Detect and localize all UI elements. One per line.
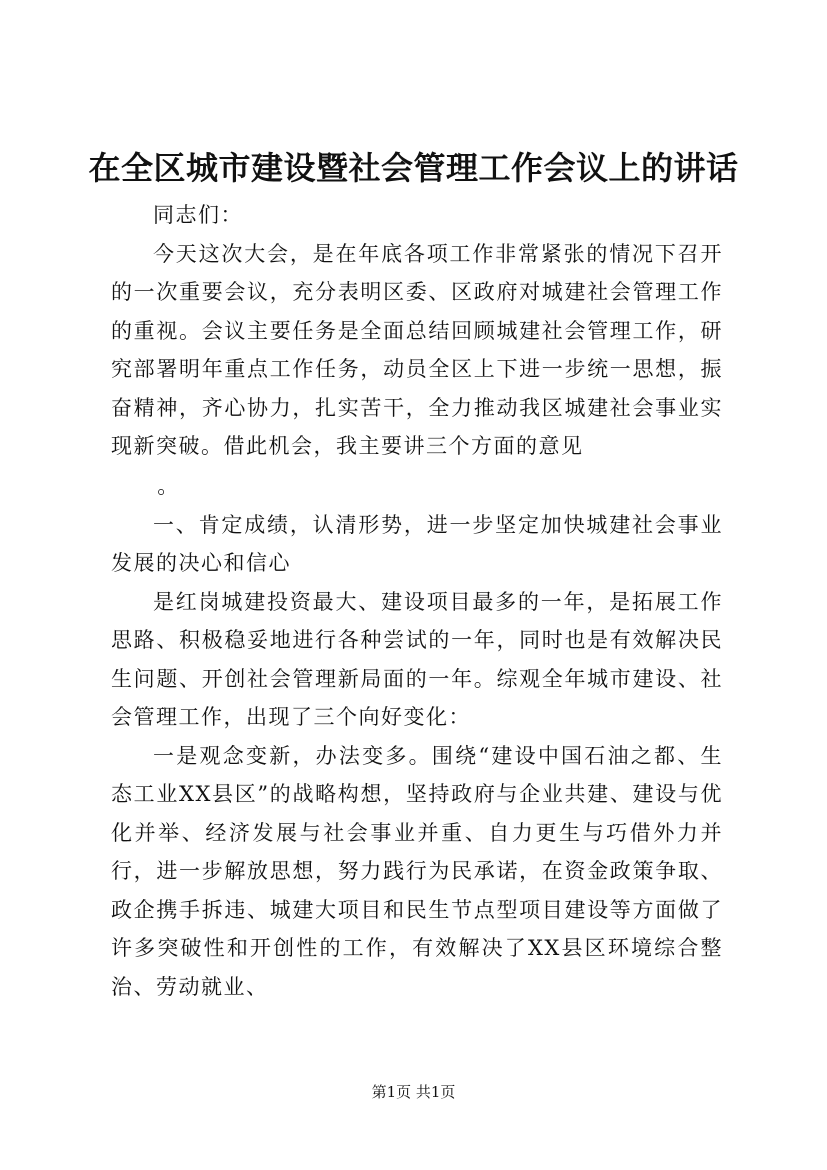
page-number-label: 第1页 共1页 bbox=[371, 1083, 456, 1101]
document-title: 在全区城市建设暨社会管理工作会议上的讲话 bbox=[88, 149, 739, 187]
paragraph-achievements: 是红岗城建投资最大、建设项目最多的一年，是拓展工作思路、积极稳妥地进行各种尝试的一年，同时也是有效解决民生问题、开创社会管理新局面的一年。综观全年城市建设、社会管理工作，出现了三个向好变化： bbox=[111, 589, 723, 729]
salutation: 同志们： bbox=[153, 203, 243, 227]
section-heading-1: 一、肯定成绩，认清形势，进一步坚定加快城建社会事业发展的决心和信心 bbox=[111, 512, 723, 575]
paragraph-change-1: 一是观念变新，办法变多。围绕“建设中国石油之都、生态工业XX县区”的战略构想，坚持政府与企业共建、建设与优化并举、经济发展与社会事业并重、自力更生与巧借外力并行，进一步解放思想，努力践行为民承诺，在资金政策争取、政企携手拆违、城建大项目和民生节点型项目建设等方面做了许多突破性和开创性的工作，有效解决了XX县区环境综合整治、劳动就业、 bbox=[111, 743, 723, 999]
document-body bbox=[111, 196, 723, 1006]
paragraph-period: 。 bbox=[157, 473, 180, 498]
paragraph-intro: 今天这次大会，是在年底各项工作非常紧张的情况下召开的一次重要会议，充分表明区委、区政府对城建社会管理工作的重视。会议主要任务是全面总结回顾城建社会管理工作，研究部署明年重点工作任务，动员全区上下进一步统一思想，振奋精神，齐心协力，扎实苦干，全力推动我区城建社会事业实现新突破。借此机会，我主要讲三个方面的意见 bbox=[111, 241, 723, 458]
page-footer bbox=[0, 1082, 827, 1102]
